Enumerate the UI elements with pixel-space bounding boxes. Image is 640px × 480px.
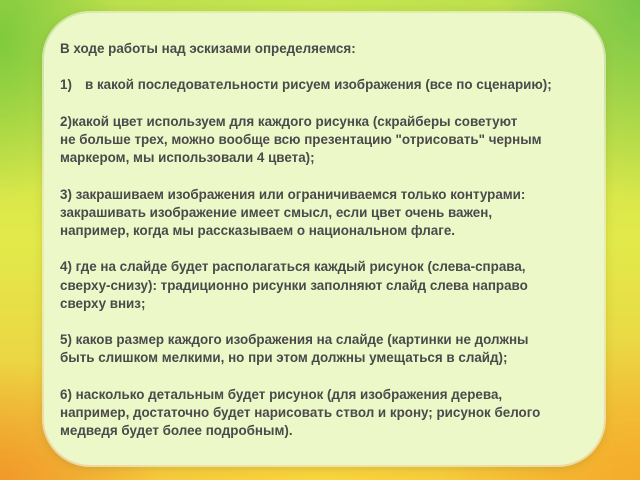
list-item-3: 3) закрашиваем изображения или ограничиваемся только контурами: закрашивать изображение имеет смысл, если цвет очень важен, например, когда мы рассказываем о национальном флаге. [60, 186, 526, 238]
list-item-1-number: 1) [60, 77, 72, 93]
slide-text [60, 40, 588, 440]
list-item-1-text: в какой последовательности рисуем изображения (все по сценарию); [85, 77, 552, 93]
list-item-5: 5) каков размер каждого изображения на слайде (картинки не должны быть слишком мелкими, но при этом должны умещаться в слайд); [60, 332, 529, 366]
intro-text: В ходе работы над эскизами определяемся: [60, 41, 356, 56]
content-panel [44, 13, 604, 465]
list-item-1 [60, 76, 588, 94]
list-item-2: 2)какой цвет используем для каждого рисунка (скрайберы советуют не больше трех, можно вообще всю презентацию "отрисовать" черным маркером, мы использовали 4 цвета); [60, 113, 542, 166]
list-item-4: 4) где на слайде будет располагаться каждый рисунок (слева-справа, сверху-снизу): традиционно рисунки заполняют слайд слева направо сверху вниз; [60, 259, 528, 311]
list-item-6: 6) насколько детальным будет рисунок (для изображения дерева, например, достаточно будет нарисовать ствол и крону; рисунок белого медведя будет более подробным). [60, 386, 541, 439]
